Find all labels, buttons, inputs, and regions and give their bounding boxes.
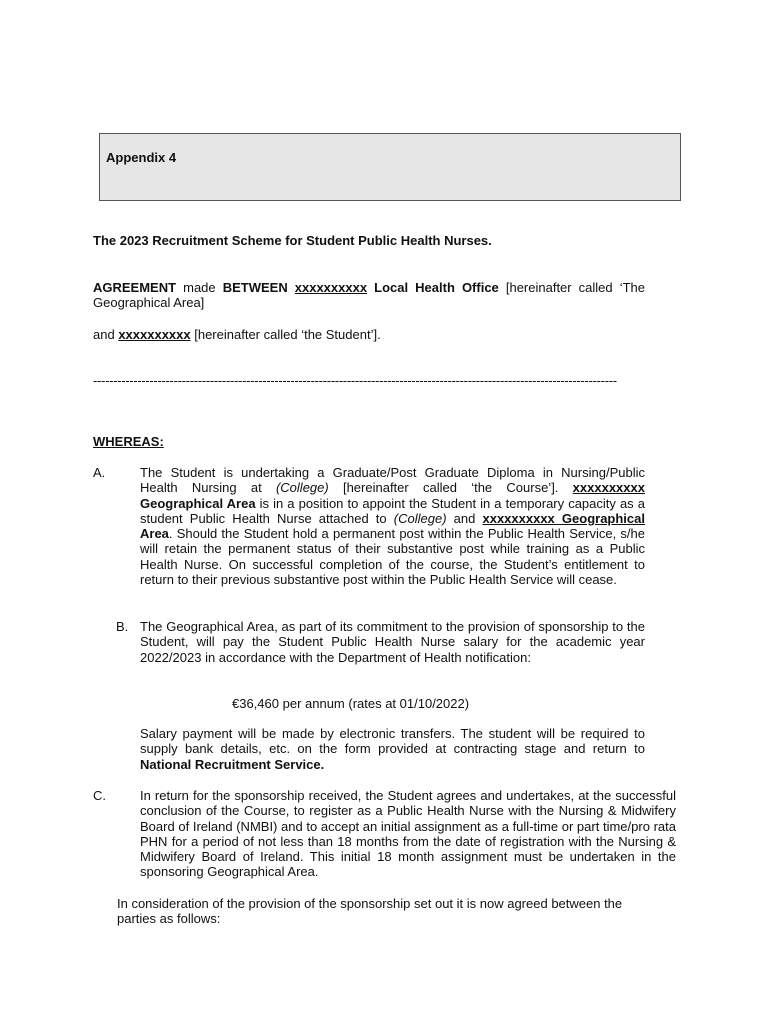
whereas-heading: WHEREAS: — [93, 434, 164, 449]
agreement-keyword: AGREEMENT — [93, 280, 177, 295]
clause-b-text: The Geographical Area, as part of its commitment to the provision of sponsorship to the Student, will pay the Student Public Health Nurse salary for the academic year 2022/2023 in accordance with the Department of Health notification: — [140, 619, 645, 665]
clause-c-text: In return for the sponsorship received, the Student agrees and undertakes, at the successful conclusion of the Course, to register as a Public Health Nurse with the Nursing & Midwifery Board of Ireland (NMBI) and to accept an initial assignment as a full-time or part time/pro rata PHN for a period of not less than 18 months from the date of registration with the Nursing & Midwifery Board of Ireland. This initial 18 month assignment must be undertaken in the sponsoring Geographical Area. — [140, 788, 676, 880]
clause-a-college2: (College) — [393, 510, 447, 526]
office-name: Local Health Office — [374, 280, 499, 295]
appendix-label: Appendix 4 — [106, 150, 177, 165]
clause-b-letter: B. — [116, 619, 129, 634]
clause-a-college1: (College) — [275, 480, 329, 496]
clause-a-part5: . Should the Student hold a permanent post within the Public Health Service, s/he will retain the permanent status of their substantive post while training as a Public Health Nurse. On successful completion of the course, the Student’s entitlement to return to their previous substantive post within the Public Health Service will cease. — [140, 526, 645, 588]
salary-payment-part: Salary payment will be made by electronic transfers. The student will be required to supply bank details, etc. on the form provided at contracting stage and return to — [140, 726, 645, 757]
salary-line: €36,460 per annum (rates at 01/10/2022) — [232, 696, 470, 711]
student-rest: [hereinafter called ‘the Student’]. — [190, 327, 381, 342]
agreement-between: BETWEEN — [222, 280, 288, 295]
office-placeholder: xxxxxxxxxx — [294, 280, 368, 295]
clause-a-part1: The Student is undertaking a Graduate/Post Graduate Diploma in Nursing/Public Health Nursing at — [140, 465, 645, 496]
clause-a-part4: and — [446, 510, 483, 526]
salary-payment-text — [140, 726, 645, 772]
clause-a-geo1: Geographical Area — [140, 495, 256, 511]
consideration-paragraph: In consideration of the provision of the sponsorship set out it is now agreed between the parties as follows: — [117, 896, 623, 927]
student-and: and — [93, 327, 119, 342]
appendix-header-box — [99, 133, 681, 201]
clause-a-text — [140, 465, 645, 587]
clause-a-placeholder1: xxxxxxxxxx — [572, 480, 645, 496]
national-recruitment-service: National Recruitment Service. — [140, 756, 325, 772]
clause-a-part2: [hereinafter called ‘the Course’]. — [328, 480, 573, 496]
clause-a-area: Area — [140, 526, 169, 542]
clause-a-letter: A. — [93, 465, 106, 480]
clause-c-letter: C. — [93, 788, 106, 803]
agreement-paragraph — [93, 280, 645, 310]
clause-a-part3: is in a position to appoint the Student in a temporary capacity as a student Public Health Nurse attached to — [140, 495, 645, 526]
student-line — [93, 327, 381, 342]
document-title: The 2023 Recruitment Scheme for Student Public Health Nurses. — [93, 233, 492, 248]
dashed-divider: ---------------------------------------------------------------------------------------------------------------------------------- — [93, 373, 617, 388]
clause-a-placeholder2: xxxxxxxxxx Geographical — [482, 510, 645, 526]
agreement-made: made — [176, 280, 223, 295]
student-placeholder: xxxxxxxxxx — [118, 327, 191, 342]
agreement-rest: [hereinafter called ‘The Geographical Area] — [93, 280, 645, 310]
